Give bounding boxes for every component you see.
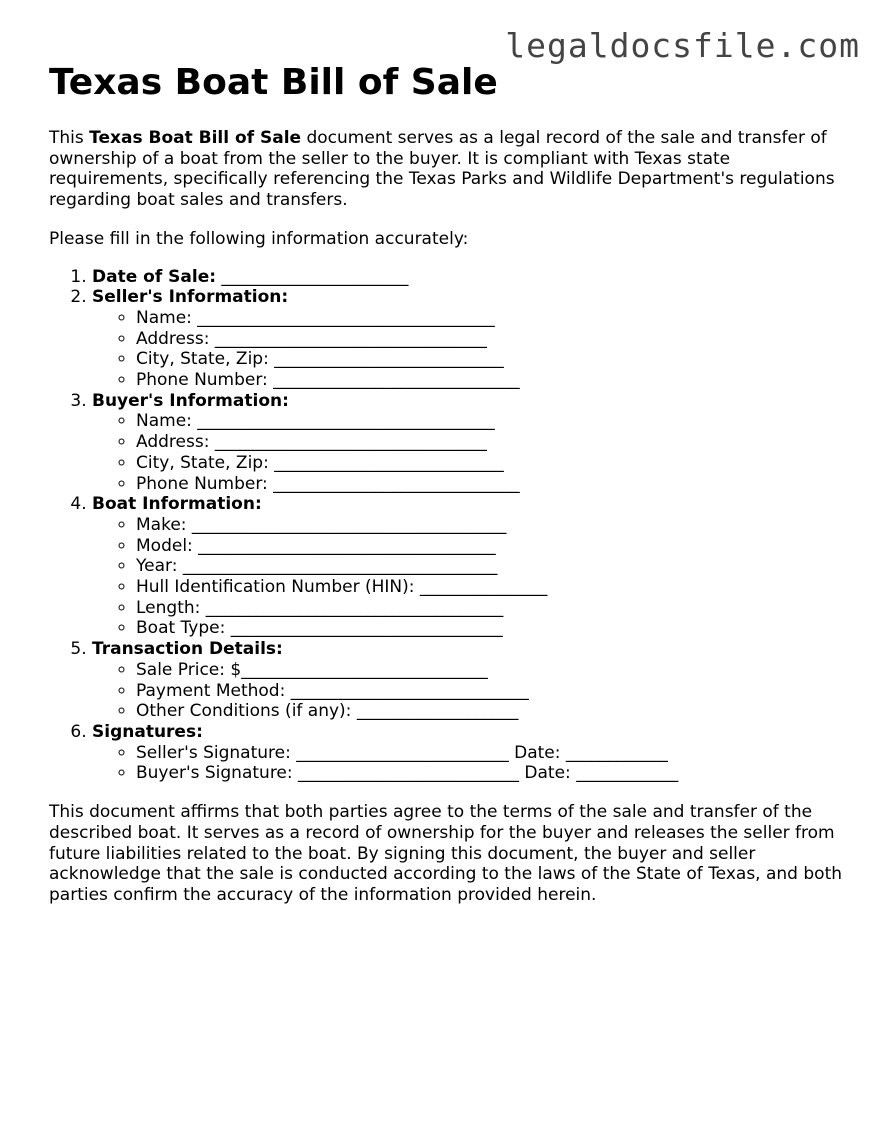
sale-price-field[interactable]: ◦ Sale Price: $_____________________________ <box>136 660 849 681</box>
signature-fields <box>92 743 849 784</box>
section-label: Signatures: <box>92 721 203 742</box>
seller-address-field[interactable]: ◦ Address: ________________________________ <box>136 329 849 350</box>
buyer-name-field[interactable]: ◦ Name: ___________________________________ <box>136 411 849 432</box>
buyer-address-field[interactable]: ◦ Address: ________________________________ <box>136 432 849 453</box>
buyer-city-state-zip-field[interactable]: ◦ City, State, Zip: ___________________________ <box>136 453 849 474</box>
section-boat-information <box>92 494 849 639</box>
watermark: legaldocsfile.com <box>505 26 860 65</box>
date-of-sale-field[interactable]: ______________________ <box>216 266 409 287</box>
intro-paragraph: This Texas Boat Bill of Sale document serves as a legal record of the sale and transfer of ownership of a boat from the seller to the buyer. It is compliant with Texas state requirements, specifically referencing the Texas Parks and Wildlife Department's regulations regarding boat sales and transfers. <box>49 128 835 211</box>
boat-year-field[interactable]: ◦ Year: _____________________________________ <box>136 556 849 577</box>
page-title: Texas Boat Bill of Sale <box>49 62 498 103</box>
section-label: Buyer's Information: <box>92 390 289 411</box>
boat-make-field[interactable]: ◦ Make: _____________________________________ <box>136 515 849 536</box>
instructions: Please fill in the following information accurately: <box>49 228 469 249</box>
boat-model-field[interactable]: ◦ Model: ___________________________________ <box>136 536 849 557</box>
seller-name-field[interactable]: ◦ Name: ___________________________________ <box>136 308 849 329</box>
section-seller-information <box>92 287 849 391</box>
section-label: Boat Information: <box>92 494 262 515</box>
seller-city-state-zip-field[interactable]: ◦ City, State, Zip: ___________________________ <box>136 349 849 370</box>
other-conditions-field[interactable]: ◦ Other Conditions (if any): ___________________ <box>136 701 849 722</box>
seller-signature-field[interactable]: ◦ Seller's Signature: _________________________ Date: ____________ <box>136 743 849 764</box>
form-sections <box>49 267 849 785</box>
section-label: Transaction Details: <box>92 639 283 660</box>
seller-fields <box>92 308 849 391</box>
closing-paragraph: This document affirms that both parties agree to the terms of the sale and transfer of the described boat. It serves as a record of ownership for the buyer and releases the seller from future liabilities related to the boat. By signing this document, the buyer and seller acknowledge that the sale is conducted according to the laws of the State of Texas, and both parties confirm the accuracy of the information provided herein. <box>49 802 843 905</box>
boat-hin-field[interactable]: ◦ Hull Identification Number (HIN): _______________ <box>136 577 849 598</box>
buyer-phone-field[interactable]: ◦ Phone Number: _____________________________ <box>136 474 849 495</box>
boat-length-field[interactable]: ◦ Length: ___________________________________ <box>136 598 849 619</box>
buyer-fields <box>92 411 849 494</box>
section-transaction-details <box>92 639 849 722</box>
buyer-signature-field[interactable]: ◦ Buyer's Signature: __________________________ Date: ____________ <box>136 763 849 784</box>
intro-bold-title: Texas Boat Bill of Sale <box>89 128 302 148</box>
boat-type-field[interactable]: ◦ Boat Type: ________________________________ <box>136 618 849 639</box>
section-buyer-information <box>92 391 849 495</box>
section-date-of-sale <box>92 267 849 288</box>
boat-fields <box>92 515 849 639</box>
section-label: Seller's Information: <box>92 287 289 308</box>
transaction-fields <box>92 660 849 722</box>
payment-method-field[interactable]: ◦ Payment Method: ____________________________ <box>136 681 849 702</box>
document-body <box>49 128 849 906</box>
section-signatures <box>92 722 849 784</box>
section-label: Date of Sale: <box>92 266 217 287</box>
seller-phone-field[interactable]: ◦ Phone Number: _____________________________ <box>136 370 849 391</box>
